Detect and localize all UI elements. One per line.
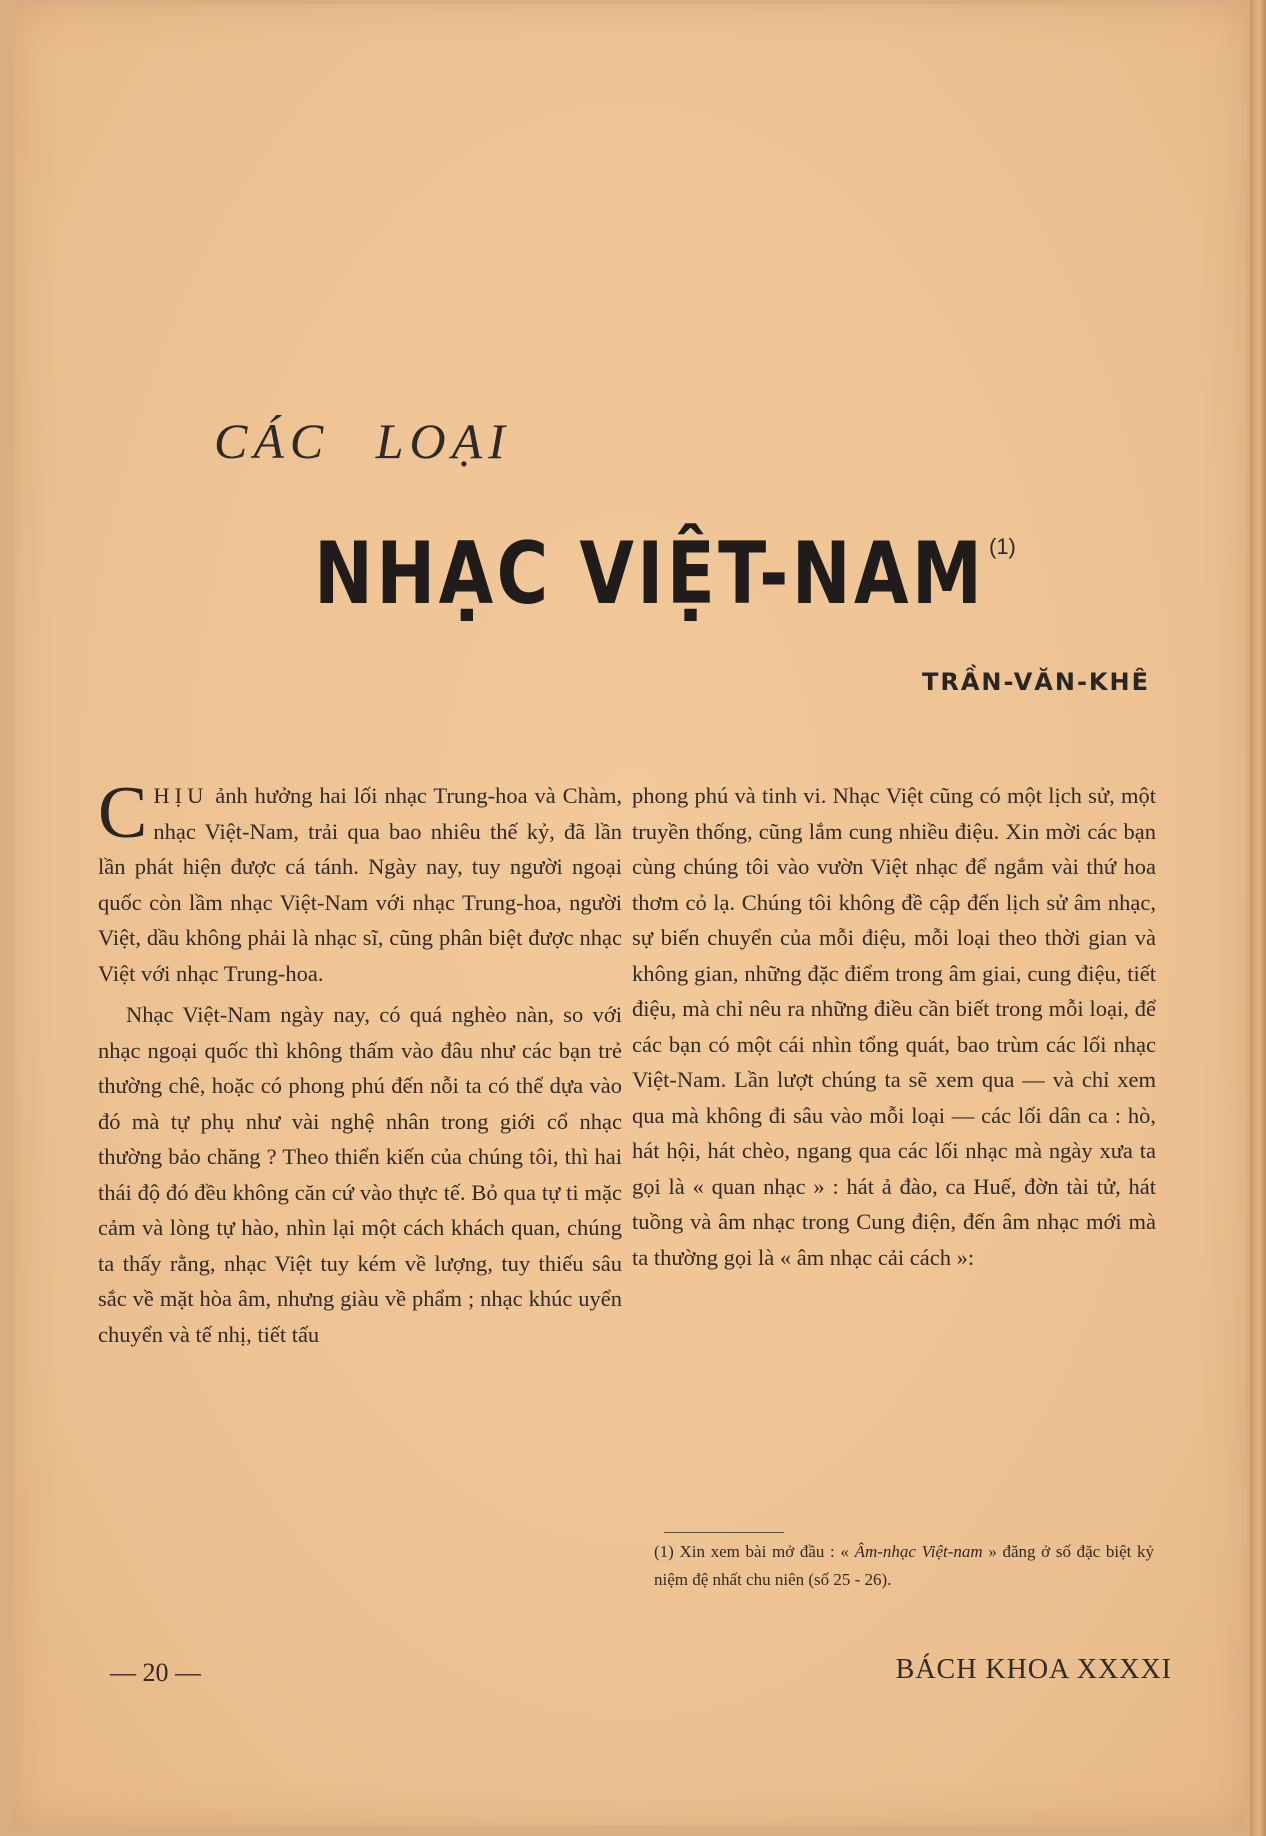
title-footnote-mark: (1) (989, 534, 1016, 559)
page-edge (1250, 0, 1266, 1836)
paragraph-2: Nhạc Việt-Nam ngày nay, có quá nghèo nàn, so với nhạc ngoại quốc thì không thấm vào đâu như các bạn trẻ thường chê, hoặc có phong phú đến nỗi ta có thể dựa vào đó mà tự phụ như vài nghệ nhân trong giới cổ nhạc thường bảo chăng ? Theo thiển kiến của chúng tôi, thì hai thái độ đó đều không căn cứ vào thực tế. Bỏ qua tự ti mặc cảm và lòng tự hào, nhìn lại một cách khách quan, chúng ta thấy rằng, nhạc Việt tuy kém về lượng, tuy thiếu sâu sắc về mặt hòa âm, nhưng giàu về phẩm ; nhạc khúc uyển chuyển và tế nhị, tiết tấu (98, 1002, 622, 1347)
page-number: — 20 — (110, 1658, 201, 1687)
lead-in-word: HỊU (153, 783, 209, 808)
text-column-right (632, 778, 1156, 1275)
paragraph-3: phong phú và tinh vi. Nhạc Việt cũng có một lịch sử, một truyền thống, cũng lắm cung nhiều điệu. Xin mời các bạn cùng chúng tôi vào vườn Việt nhạc để ngắm vài thứ hoa thơm cỏ lạ. Chúng tôi không đề cập đến lịch sử âm nhạc, sự biến chuyển của mỗi điệu, mỗi loại theo thời gian và không gian, những đặc điểm trong âm giai, cung điệu, tiết điệu, mà chỉ nêu ra những điều cần biết trong mỗi loại, để các bạn có một cái nhìn tổng quát, bao trùm các lối nhạc Việt-Nam. Lần lượt chúng ta sẽ xem qua — và chỉ xem qua mà không đi sâu vào mỗi loại — các lối dân ca : hò, hát hội, hát chèo, ngang qua các lối nhạc mà ngày xưa ta gọi là « quan nhạc » : hát ả đào, ca Huế, đờn tài tử, hát tuồng và âm nhạc trong Cung điện, đến âm nhạc mới mà ta thường gọi là « âm nhạc cải cách »: (632, 783, 1156, 1270)
paragraph-1 (98, 772, 622, 991)
article-pre-title: CÁC LOẠI (214, 413, 511, 469)
footnote (654, 1538, 1154, 1594)
footnote-ref-title: Âm-nhạc Việt-nam (854, 1542, 983, 1561)
footnote-suffix: » đăng ở số đặc biệt kỷ niệm đệ nhất chu niên (số 25 - 26). (654, 1542, 1154, 1589)
article-title: NHẠC VIỆT-NAM (314, 524, 986, 624)
drop-cap: C (98, 772, 148, 854)
footnote-prefix: (1) Xin xem bài mở đầu : « (654, 1542, 855, 1561)
running-title: BÁCH KHOA XXXXI (895, 1654, 1172, 1685)
text-column-left (98, 772, 622, 1352)
article-author: TRẦN-VĂN-KHÊ (922, 668, 1150, 696)
footnote-rule (664, 1532, 784, 1533)
paragraph-1-text: ảnh hưởng hai lối nhạc Trung-hoa và Chàm, nhạc Việt-Nam, trải qua bao nhiêu thế kỷ, đã lần lần phát hiện được cá tánh. Ngày nay, tuy người ngoại quốc còn lầm nhạc Việt-Nam với nhạc Trung-hoa, người Việt, dầu không phải là nhạc sĩ, cũng phân biệt được nhạc Việt với nhạc Trung-hoa. (98, 783, 622, 986)
magazine-page (14, 4, 1246, 1826)
